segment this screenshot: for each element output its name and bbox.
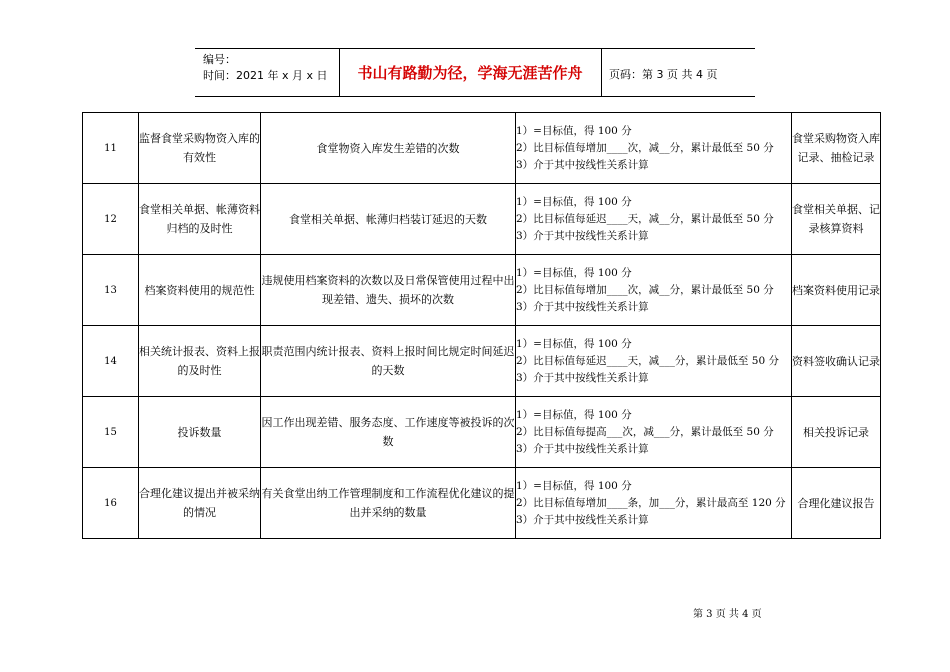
indicator-definition: 违规使用档案资料的次数以及日常保管使用过程中出现差错、遗失、损坏的次数 [261,255,516,326]
table-row [83,255,881,326]
header-number-label: 编号： [203,53,236,66]
indicator-name: 投诉数量 [139,397,261,468]
row-number: 11 [83,113,139,184]
row-number: 16 [83,468,139,539]
header-motto: 书山有路勤为径，学海无涯苦作舟 [357,64,583,82]
page-footer: 第 3 页 共 4 页 [693,609,762,620]
scoring-line: 3）介于其中按线性关系计算 [516,513,649,526]
scoring-line: 1）=目标值，得 100 分 [516,266,632,279]
header-left-block [203,52,328,84]
indicator-definition: 食堂相关单据、帐薄归档装订延迟的天数 [261,184,516,255]
table-row [83,326,881,397]
data-source: 食堂相关单据、记录核算资料 [792,184,881,255]
indicator-definition: 职责范围内统计报表、资料上报时间比规定时间延迟的天数 [261,326,516,397]
scoring-line: 1）=目标值，得 100 分 [516,124,632,137]
scoring-line: 2）比目标值每增加____次，减__分，累计最低至 50 分 [516,141,774,154]
scoring-line: 1）=目标值，得 100 分 [516,479,632,492]
scoring-rule [516,397,792,468]
scoring-rule [516,326,792,397]
scoring-rule [516,255,792,326]
table-row [83,397,881,468]
data-source: 档案资料使用记录 [792,255,881,326]
scoring-line: 1）=目标值，得 100 分 [516,195,632,208]
row-number: 14 [83,326,139,397]
scoring-line: 3）介于其中按线性关系计算 [516,300,649,313]
scoring-line: 3）介于其中按线性关系计算 [516,229,649,242]
indicator-definition: 食堂物资入库发生差错的次数 [261,113,516,184]
scoring-line: 1）=目标值，得 100 分 [516,408,632,421]
table-row [83,184,881,255]
row-number: 13 [83,255,139,326]
header-time-label: 时间：2021 年 x 月 x 日 [203,69,328,82]
scoring-line: 2）比目标值每延迟____天，减___分，累计最低至 50 分 [516,354,779,367]
row-number: 15 [83,397,139,468]
header-bottom-rule [195,96,755,97]
data-source: 相关投诉记录 [792,397,881,468]
header-divider-right [601,48,602,96]
header-top-rule [195,48,755,49]
table-row [83,468,881,539]
data-source: 合理化建议报告 [792,468,881,539]
data-source: 食堂采购物资入库记录、抽检记录 [792,113,881,184]
scoring-line: 1）=目标值，得 100 分 [516,337,632,350]
indicator-name: 相关统计报表、资料上报的及时性 [139,326,261,397]
kpi-table [82,112,881,539]
data-source: 资料签收确认记录 [792,326,881,397]
indicator-name: 档案资料使用的规范性 [139,255,261,326]
row-number: 12 [83,184,139,255]
scoring-line: 2）比目标值每延迟____天，减__分，累计最低至 50 分 [516,212,774,225]
scoring-rule [516,468,792,539]
scoring-rule [516,113,792,184]
indicator-name: 监督食堂采购物资入库的有效性 [139,113,261,184]
scoring-line: 3）介于其中按线性关系计算 [516,371,649,384]
scoring-rule [516,184,792,255]
indicator-name: 合理化建议提出并被采纳的情况 [139,468,261,539]
scoring-line: 3）介于其中按线性关系计算 [516,158,649,171]
scoring-line: 2）比目标值每增加____条，加___分，累计最高至 120 分 [516,496,786,509]
indicator-definition: 因工作出现差错、服务态度、工作速度等被投诉的次数 [261,397,516,468]
indicator-name: 食堂相关单据、帐薄资料归档的及时性 [139,184,261,255]
header-page-label: 页码：第 3 页 共 4 页 [609,68,718,81]
scoring-line: 2）比目标值每提高___次，减___分，累计最低至 50 分 [516,425,774,438]
scoring-line: 2）比目标值每增加____次，减__分，累计最低至 50 分 [516,283,774,296]
indicator-definition: 有关食堂出纳工作管理制度和工作流程优化建议的提出并采纳的数量 [261,468,516,539]
scoring-line: 3）介于其中按线性关系计算 [516,442,649,455]
table-row [83,113,881,184]
